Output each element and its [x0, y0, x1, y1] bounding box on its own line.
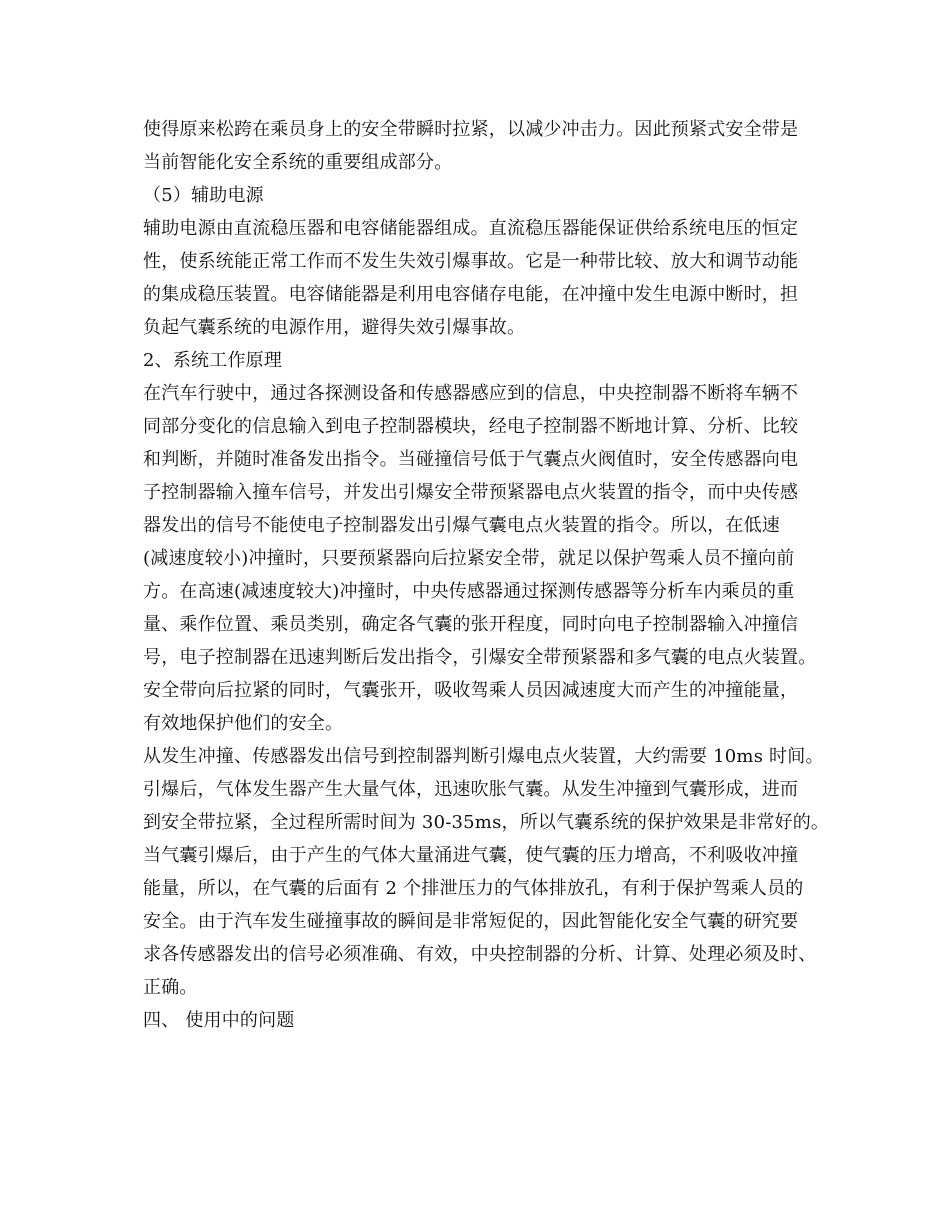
- text-line: 辅助电源由直流稳压器和电容储能器组成。直流稳压器能保证供给系统电压的恒定: [143, 218, 799, 239]
- text-line: 有效地保护他们的安全。: [143, 713, 344, 734]
- text-line: 当气囊引爆后，由于产生的气体大量涌进气囊，使气囊的压力增高，不利吸收冲撞: [143, 845, 799, 866]
- text-line: (减速度较小)冲撞时，只要预紧器向后拉紧安全带，就足以保护驾乘人员不撞向前: [143, 548, 795, 569]
- text-line: 引爆后，气体发生器产生大量气体，迅速吹胀气囊。从发生冲撞到气囊形成，进而: [143, 779, 799, 800]
- text-line: 方。在高速(减速度较大)冲撞时，中央传感器通过探测传感器等分析车内乘员的重: [143, 581, 795, 602]
- text-line: 和判断，并随时准备发出指令。当碰撞信号低于气囊点火阀值时，安全传感器向电: [143, 449, 799, 470]
- section-heading: 四、 使用中的问题: [143, 1010, 295, 1031]
- text-line: 安全。由于汽车发生碰撞事故的瞬间是非常短促的，因此智能化安全气囊的研究要: [143, 911, 799, 932]
- section-heading: （5）辅助电源: [143, 185, 264, 206]
- text-line: 量、乘作位置、乘员类别，确定各气囊的张开程度，同时向电子控制器输入冲撞信: [143, 614, 799, 635]
- section-heading: 2、系统工作原理: [143, 350, 283, 371]
- text-line: 性，使系统能正常工作而不发生失效引爆事故。它是一种带比较、放大和调节动能: [143, 251, 799, 272]
- text-line: 到安全带拉紧，全过程所需时间为 30-35ms，所以气囊系统的保护效果是非常好的。: [143, 812, 830, 833]
- text-line: 在汽车行驶中，通过各探测设备和传感器感应到的信息，中央控制器不断将车辆不: [143, 383, 799, 404]
- text-line: 当前智能化安全系统的重要组成部分。: [143, 152, 453, 173]
- text-line: 能量，所以，在气囊的后面有 2 个排泄压力的气体排放孔，有利于保护驾乘人员的: [143, 878, 804, 899]
- text-line: 求各传感器发出的信号必须准确、有效，中央控制器的分析、计算、处理必须及时、: [143, 944, 817, 965]
- text-line: 使得原来松跨在乘员身上的安全带瞬时拉紧，以减少冲击力。因此预紧式安全带是: [143, 119, 799, 140]
- text-line: 同部分变化的信息输入到电子控制器模块，经电子控制器不断地计算、分析、比较: [143, 416, 799, 437]
- text-line: 负起气囊系统的电源作用，避得失效引爆事故。: [143, 317, 526, 338]
- text-line: 子控制器输入撞车信号，并发出引爆安全带预紧器电点火装置的指令，而中央传感: [143, 482, 799, 503]
- text-line: 从发生冲撞、传感器发出信号到控制器判断引爆电点火装置，大约需要 10ms 时间。: [143, 746, 824, 767]
- text-line: 器发出的信号不能使电子控制器发出引爆气囊电点火装置的指令。所以，在低速: [143, 515, 780, 536]
- text-line: 的集成稳压装置。电容储能器是利用电容储存电能，在冲撞中发生电源中断时，担: [143, 284, 799, 305]
- text-line: 正确。: [143, 977, 198, 998]
- text-line: 号，电子控制器在迅速判断后发出指令，引爆安全带预紧器和多气囊的电点火装置。: [143, 647, 817, 668]
- text-line: 安全带向后拉紧的同时，气囊张开，吸收驾乘人员因减速度大而产生的冲撞能量，: [143, 680, 799, 701]
